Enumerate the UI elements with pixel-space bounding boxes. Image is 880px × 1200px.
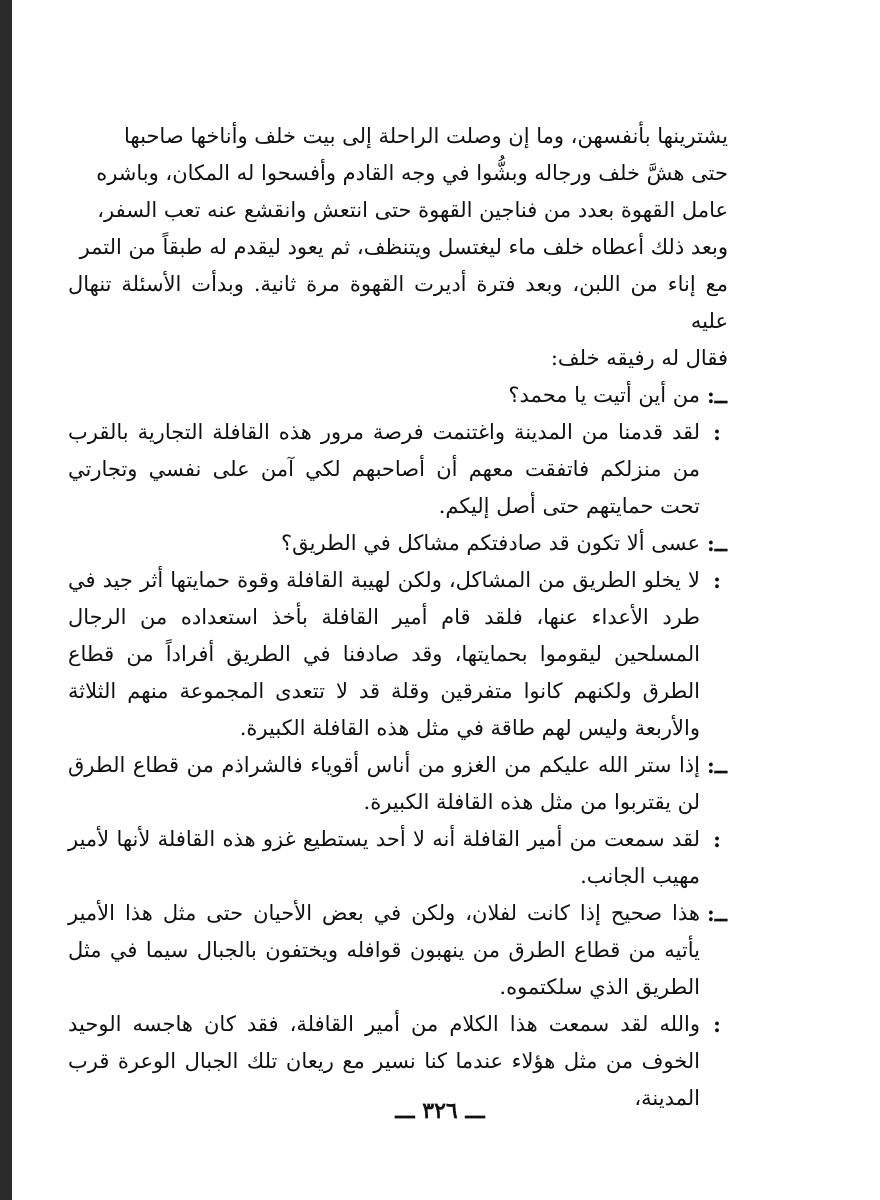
text-line: فقال له رفيقه خلف: — [550, 346, 728, 370]
dialogue-line — [68, 414, 728, 525]
book-page — [68, 118, 728, 1117]
dialogue-line — [68, 895, 728, 1006]
text-line: وبعد ذلك أعطاه خلف ماء ليغتسل ويتنظف، ثم يعود ليقدم له طبقاً من التمر — [79, 235, 728, 259]
dialogue-text: هذا صحيح إذا كانت لفلان، ولكن في بعض الأحيان حتى مثل هذا الأمير يأتيه من قطاع الطرق من ينهبون قوافله ويختفون بالجبال سيما في مثل الطريق الذي سلكتموه. — [68, 901, 700, 999]
dialogue-line — [68, 562, 728, 747]
text-line: مع إناء من اللبن، وبعد فترة أديرت القهوة مرة ثانية. وبدأت الأسئلة تنهال عليه — [68, 272, 728, 333]
text-line: يشترينها بأنفسهن، وما إن وصلت الراحلة إلى بيت خلف وأناخها صاحبها — [124, 124, 728, 148]
dialogue-text: إذا ستر الله عليكم من الغزو من أناس أقوياء فالشراذم من قطاع الطرق لن يقتربوا من مثل هذه القافلة الكبيرة. — [68, 753, 700, 814]
dialogue-line — [68, 377, 728, 414]
dialogue-text: لقد قدمنا من المدينة واغتنمت فرصة مرور هذه القافلة التجارية بالقرب من منزلكم فاتفقت معهم أن أصاحبهم لكي آمن على نفسي وتجارتي تحت حمايتهم حتى أصل إليكم. — [68, 420, 700, 518]
dialogue-text: لقد سمعت من أمير القافلة أنه لا أحد يستطيع غزو هذه القافلة لأنها لأمير مهيب الجانب. — [68, 827, 700, 888]
intro-paragraph — [68, 118, 728, 377]
dialogue-marker: : — [713, 420, 721, 445]
dialogue-line — [68, 525, 728, 562]
dialogue-text: والله لقد سمعت هذا الكلام من أمير القافلة، فقد كان هاجسه الوحيد الخوف من مثل هؤلاء عندما كنا نسير مع ريعان تلك الجبال الوعرة قرب المدينة، — [68, 1012, 700, 1110]
dialogue-marker: ــ: — [706, 531, 728, 556]
dialogue-text: عسى ألا تكون قد صادفتكم مشاكل في الطريق؟ — [281, 531, 700, 555]
page-number: ـــ ٣٢٦ ـــ — [395, 1098, 485, 1124]
text-line: عامل القهوة بعدد من فناجين القهوة حتى انتعش وانقشع عنه تعب السفر، — [97, 198, 728, 222]
dialogue-marker: ــ: — [706, 901, 728, 926]
dialogue-text: من أين أتيت يا محمد؟ — [508, 383, 700, 407]
dialogue-line — [68, 747, 728, 821]
dialogue-marker: : — [713, 1012, 721, 1037]
dialogue-marker: ــ: — [706, 383, 728, 408]
dialogue-text: لا يخلو الطريق من المشاكل، ولكن لهيبة القافلة وقوة حمايتها أثر جيد في طرد الأعداء عنها، فلقد قام أمير القافلة بأخذ استعداده من الرجال المسلحين ليقوموا بحمايتها، وقد صادفنا في الطريق أفراداً من قطاع الطرق ولكنهم كانوا متفرقين وقلة قد لا تتعدى المجموعة منهم الثلاثة والأربعة وليس لهم طاقة في مثل هذه القافلة الكبيرة. — [68, 568, 700, 740]
dialogue-marker: ــ: — [706, 753, 728, 778]
dialogue-marker: : — [713, 827, 721, 852]
dialogue-line — [68, 821, 728, 895]
text-line: حتى هشَّ خلف ورجاله وبشُّوا في وجه القادم وأفسحوا له المكان، وباشره — [96, 161, 728, 185]
dialogue-marker: : — [713, 568, 721, 593]
